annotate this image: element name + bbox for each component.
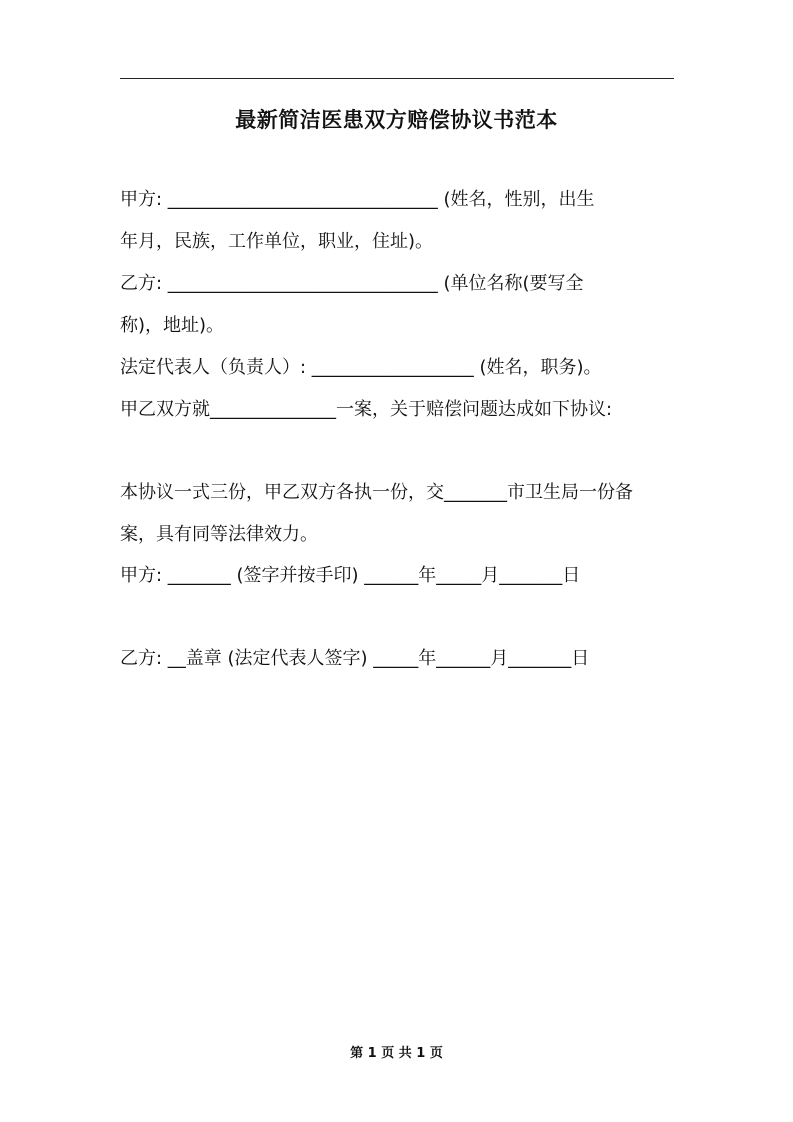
copies-clause-line-1: 本协议一式三份，甲乙双方各执一份，交_______市卫生局一份备 (120, 482, 633, 503)
party-a-line-1: 甲方: ______________________________ (姓名，性别，出生 (120, 189, 595, 210)
header-rule (120, 78, 674, 79)
agreement-intro-line: 甲乙双方就______________一案，关于赔偿问题达成如下协议: (120, 399, 613, 420)
legal-representative-line: 法定代表人（负责人）: __________________ (姓名，职务)。 (120, 357, 602, 378)
party-a-line-2: 年月，民族，工作单位，职业，住址)。 (120, 231, 434, 252)
page-footer: 第 1 页 共 1 页 (350, 1046, 443, 1061)
party-b-line-1: 乙方: ______________________________ (单位名称(要写全 (120, 273, 584, 294)
document-title: 最新简洁医患双方赔偿协议书范本 (235, 108, 558, 132)
party-b-signature-line: 乙方: __盖章 (法定代表人签字) _____年______月_______日 (120, 648, 590, 669)
party-a-signature-line: 甲方: _______ (签字并按手印) ______年_____月_______日 (120, 565, 581, 586)
copies-clause-line-2: 案，具有同等法律效力。 (120, 524, 318, 545)
party-b-line-2: 称)，地址)。 (120, 315, 225, 336)
